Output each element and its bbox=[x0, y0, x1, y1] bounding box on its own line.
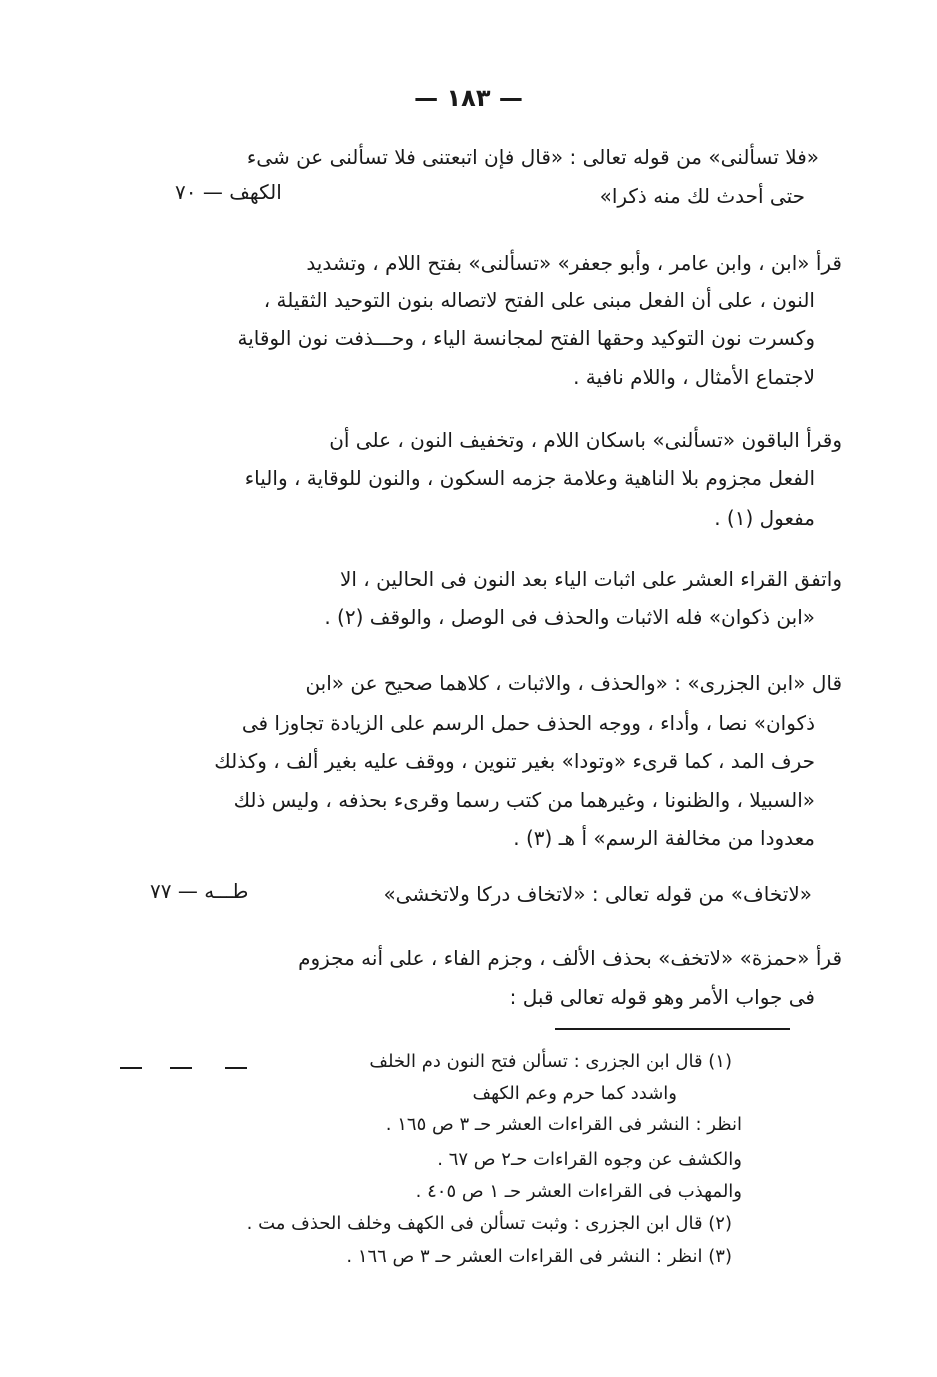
paragraph-line: الفعل مجزوم بلا الناهية وعلامة جزمه السكون ، والنون للوقاية ، والياء bbox=[244, 466, 815, 490]
verse-heading-line: «لاتخاف» من قوله تعالى : «لاتخاف دركا ولاتخشى» bbox=[383, 882, 812, 906]
verse-reference: طـــه — ٧٧ bbox=[150, 879, 249, 903]
page-number: — ١٨٣ — bbox=[414, 84, 523, 112]
footnote-line: واشدد كما حرم وعم الكهف bbox=[472, 1083, 677, 1104]
paragraph-line: ذكوان» نصا ، وأداء ، ووجه الحذف حمل الرسم على الزيادة تجاوزا فى bbox=[241, 711, 815, 735]
paragraph-line: واتفق القراء العشر على اثبات الياء بعد النون فى الحالين ، الا bbox=[339, 567, 842, 591]
paragraph-line: لاجتماع الأمثال ، واللام نافية . bbox=[573, 365, 815, 389]
paragraph-line: وقرأ الباقون «تسألنى» باسكان اللام ، وتخفيف النون ، على أن bbox=[329, 428, 842, 452]
footnote-line: (٢) قال ابن الجزرى : وثبت تسألن فى الكهف وخلف الحذف مت . bbox=[246, 1213, 732, 1234]
paragraph-line: مفعول (١) . bbox=[714, 506, 815, 530]
paragraph-line: «ابن ذكوان» فله الاثبات والحذف فى الوصل ، والوقف (٢) . bbox=[324, 605, 815, 629]
footnote-separator bbox=[555, 1028, 790, 1030]
footnote-line: والمهذب فى القراءات العشر حـ ١ ص ٤٠٥ . bbox=[415, 1181, 742, 1202]
paragraph-line: قرأ «حمزة» «لاتخف» بحذف الألف ، وجزم الفاء ، على أنه مجزوم bbox=[298, 946, 842, 970]
paragraph-line: وكسرت نون التوكيد وحقها الفتح لمجانسة الياء ، وحـــذفت نون الوقاية bbox=[237, 326, 815, 350]
paragraph-line: قال «ابن الجزرى» : «والحذف ، والاثبات ، كلاهما صحيح عن «ابن bbox=[305, 671, 842, 695]
verse-dash bbox=[170, 1067, 192, 1069]
footnote-line: انظر : النشر فى القراءات العشر حـ ٣ ص ١٦٥ . bbox=[385, 1114, 742, 1135]
footnote-line: (١) قال ابن الجزرى : تسألن فتح النون دم الخلف bbox=[369, 1051, 732, 1072]
footnote-line: (٣) انظر : النشر فى القراءات العشر حـ ٣ ص ١٦٦ . bbox=[346, 1246, 732, 1267]
verse-dash bbox=[225, 1067, 247, 1069]
verse-dash bbox=[120, 1067, 142, 1069]
paragraph-line: فى جواب الأمر وهو قوله تعالى قبل : bbox=[509, 985, 815, 1009]
paragraph-line: معدودا من مخالفة الرسم» أ هـ (٣) . bbox=[513, 826, 815, 850]
verse-heading-line: «فلا تسألنى» من قوله تعالى : «قال فإن اتبعتنى فلا تسألنى عن شىء bbox=[246, 145, 819, 169]
paragraph-line: حرف المد ، كما قرىء «وتودا» بغير تنوين ، ووقف عليه بغير ألف ، وكذلك bbox=[214, 749, 815, 773]
verse-reference: الكهف — ٧٠ bbox=[175, 180, 282, 204]
paragraph-line: «السبيلا ، والظنونا ، وغيرهما من كتب رسما وقرىء بحذفه ، وليس ذلك bbox=[233, 788, 815, 812]
paragraph-line: النون ، على أن الفعل مبنى على الفتح لاتصاله بنون التوحيد الثقيلة ، bbox=[263, 288, 815, 312]
paragraph-line: قرأ «ابن ، وابن عامر ، وأبو جعفر» «تسألنى» بفتح اللام ، وتشديد bbox=[306, 251, 842, 275]
footnote-line: والكشف عن وجوه القراءات حـ٢ ص ٦٧ . bbox=[437, 1149, 742, 1170]
verse-heading-line: حتى أحدث لك منه ذكرا» bbox=[599, 184, 805, 208]
